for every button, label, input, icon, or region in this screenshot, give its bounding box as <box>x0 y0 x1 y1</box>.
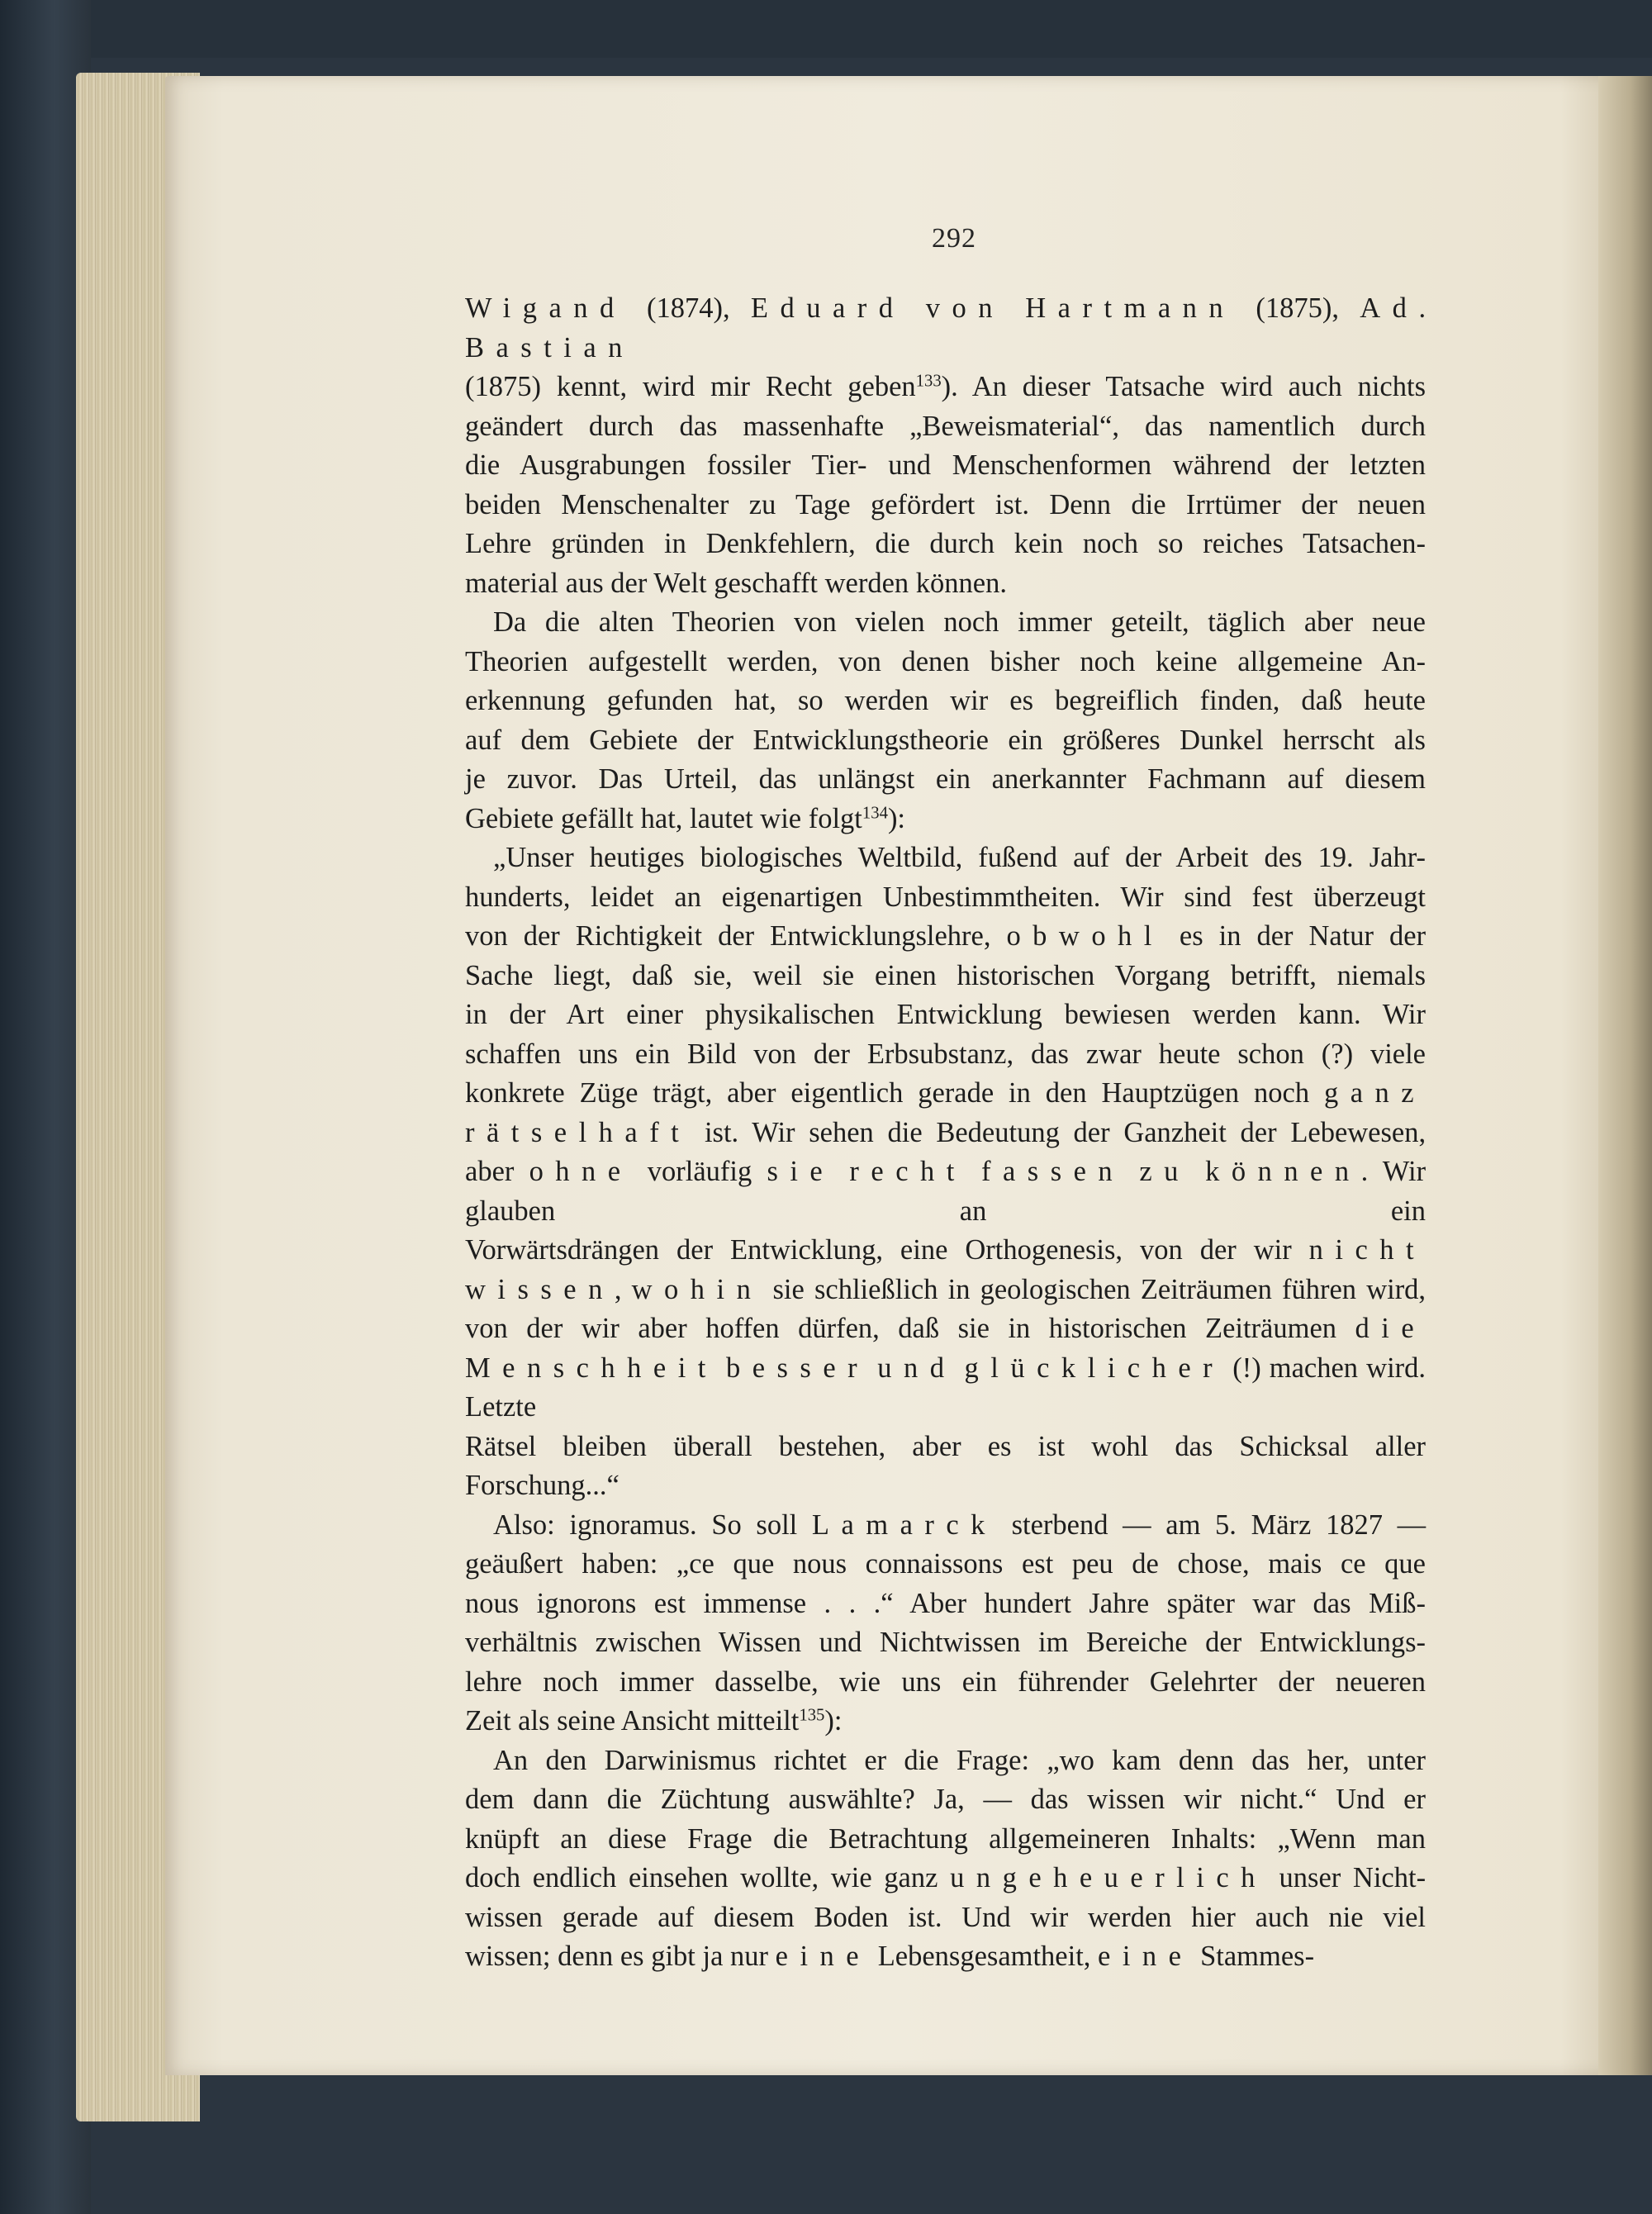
emphasized-word: Lamarck <box>811 1508 997 1541</box>
text-line: konkrete Züge trägt, aber eigentlich gerade in den Hauptzügen noch ganz <box>465 1077 1427 1109</box>
text-line: Zeit als seine Ansicht mitteilt$^{135}$): <box>465 1705 843 1737</box>
emphasized-word: Menschheit <box>465 1352 718 1384</box>
emphasized-word: ohne <box>529 1156 633 1187</box>
emphasized-word: ungeheuerlich <box>950 1862 1267 1893</box>
text-line: Vorwärtsdrängen der Entwicklung, eine Orthogenesis, von der wir nicht <box>465 1234 1427 1266</box>
emphasized-word: besser <box>725 1352 870 1384</box>
text-line: erkennung gefunden hat, so werden wir es begreiflich finden, daß heute <box>465 685 1426 716</box>
emphasized-word: eine <box>1098 1941 1194 1972</box>
text-line: doch endlich einsehen wollte, wie ganz ungeheuerlich unser Nicht- <box>465 1862 1427 1893</box>
text-line: die Ausgrabungen fossiler Tier- und Menschenformen während der letzten <box>465 449 1426 481</box>
emphasized-word: Wigand <box>465 292 626 324</box>
text-line: „Unser heutiges biologisches Weltbild, fußend auf der Arbeit des 19. Jahr- <box>493 842 1426 873</box>
text-line: Rätsel bleiben überall bestehen, aber es ist wohl das Schicksal aller <box>465 1430 1426 1462</box>
text-line: wissen gerade auf diesem Boden ist. Und wir werden hier auch nie viel <box>465 1901 1426 1933</box>
page-fold-shadow <box>1598 76 1652 2075</box>
text-line: auf dem Gebiete der Entwicklungstheorie ein größeres Dunkel herrscht als <box>465 724 1426 756</box>
emphasized-word: von <box>925 292 1004 324</box>
text-line: verhältnis zwischen Wissen und Nichtwissen im Bereiche der Entwicklungs- <box>465 1627 1426 1658</box>
emphasized-word: nicht <box>1308 1234 1427 1266</box>
text-line: von der Richtigkeit der Entwicklungslehre, obwohl es in der Natur der <box>465 920 1427 952</box>
emphasized-word: können <box>1205 1156 1361 1187</box>
text-line: hunderts, leidet an eigenartigen Unbestimmtheiten. Wir sind fest überzeugt <box>465 881 1426 913</box>
text-line: (1875) kennt, wird mir Recht geben$^{133}$). An dieser Tatsache wird auch nichts <box>465 371 1427 402</box>
emphasized-word: zu <box>1139 1156 1190 1187</box>
body-text <box>465 289 1426 1977</box>
emphasized-word: die <box>1355 1313 1427 1344</box>
book-cover-top <box>0 0 1652 58</box>
text-line: Forschung...“ <box>465 1470 620 1501</box>
emphasized-word: obwohl <box>1006 920 1164 952</box>
text-line: nous ignorons est immense . . .“ Aber hundert Jahre später war das Miß- <box>465 1587 1426 1619</box>
text-line: von der wir aber hoffen dürfen, daß sie in historischen Zeiträumen die <box>465 1313 1427 1344</box>
text-line: beiden Menschenalter zu Tage gefördert ist. Denn die Irrtümer der neuen <box>465 488 1426 520</box>
text-line: rätselhaft ist. Wir sehen die Bedeutung der Ganzheit der Lebewesen, <box>465 1116 1427 1148</box>
emphasized-word: wissen <box>465 1273 615 1305</box>
text-line: schaffen uns ein Bild von der Erbsubstanz, das zwar heute schon (?) viele <box>465 1038 1426 1070</box>
emphasized-word: Eduard <box>750 292 905 324</box>
text-line: wissen, wohin sie schließlich in geologischen Zeiträumen führen wird, <box>465 1273 1427 1305</box>
text-line: lehre noch immer dasselbe, wie uns ein führender Gelehrter der neueren <box>465 1665 1426 1698</box>
text-line: wissen; denn es gibt ja nur eine Lebensgesamtheit, eine Stammes- <box>465 1941 1315 1972</box>
emphasized-word: ganz <box>1324 1077 1427 1109</box>
text-line: Lehre gründen in Denkfehlern, die durch kein noch so reiches Tatsachen- <box>465 528 1426 559</box>
text-line: An den Darwinismus richtet er die Frage: „wo kam denn das her, unter <box>493 1744 1426 1776</box>
text-line: Sache liegt, daß sie, weil sie einen historischen Vorgang betrifft, niemals <box>465 959 1426 991</box>
emphasized-word: und <box>877 1352 957 1384</box>
emphasized-word: Hartmann <box>1025 292 1236 324</box>
text-line: Da die alten Theorien von vielen noch immer geteilt, täglich aber neue <box>493 606 1426 638</box>
emphasized-word: wohin <box>631 1273 763 1305</box>
text-line: Wigand (1874), Eduard von Hartmann (1875), Ad. Bastian <box>465 292 1427 363</box>
text-line: in der Art einer physikalischen Entwicklung bewiesen werden kann. Wir <box>465 999 1426 1030</box>
emphasized-word: Bastian <box>465 331 634 363</box>
page-number: 292 <box>932 223 976 254</box>
emphasized-word: rätselhaft <box>465 1116 691 1148</box>
emphasized-word: recht <box>849 1156 966 1187</box>
text-line: Also: ignoramus. So soll Lamarck sterbend — am 5. März 1827 — <box>493 1508 1427 1541</box>
text-line: dem dann die Züchtung auswählte? Ja, — das wissen wir nicht.“ Und er <box>465 1784 1426 1815</box>
text-line: Menschheit besser und glücklicher (!) machen wird. Letzte <box>465 1352 1427 1423</box>
text-line: geäußert haben: „ce que nous connaissons est peu de chose, mais ce que <box>465 1548 1426 1580</box>
text-line: aber ohne vorläufig sie recht fassen zu können. Wir glauben an ein <box>465 1156 1427 1227</box>
emphasized-word: fassen <box>981 1156 1125 1187</box>
text-line: Theorien aufgestellt werden, von denen bisher noch keine allgemeine An- <box>465 645 1426 677</box>
emphasized-word: Ad <box>1360 292 1419 324</box>
text-line: knüpft an diese Frage die Betrachtung allgemeineren Inhalts: „Wenn man <box>465 1822 1426 1855</box>
text-line: je zuvor. Das Urteil, das unlängst ein anerkannter Fachmann auf diesem <box>465 763 1426 795</box>
emphasized-word: glücklicher <box>964 1352 1225 1384</box>
text-line: Gebiete gefällt hat, lautet wie folgt$^{134}$): <box>465 802 906 834</box>
emphasized-word: eine <box>775 1941 871 1972</box>
text-line: geändert durch das massenhafte „Beweismaterial“, das namentlich durch <box>465 410 1426 442</box>
emphasized-word: sie <box>767 1156 835 1187</box>
text-line: material aus der Welt geschafft werden können. <box>465 567 1007 599</box>
